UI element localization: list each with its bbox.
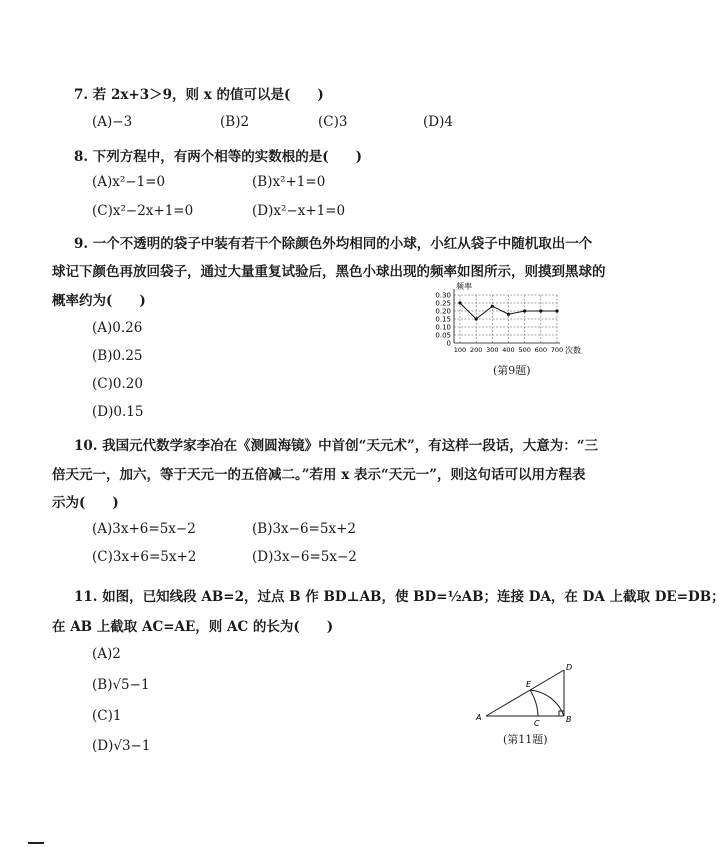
point-label-a: A [476,713,482,722]
frequency-line-chart [430,281,585,361]
q9-option-a: (A)0.26 [92,320,143,336]
point-label-c: C [534,719,540,728]
q10-option-c: (C)3x+6=5x+2 [92,549,197,565]
chart-y-tick-label: 0.10 [435,323,451,332]
q11-stem-line-2: 在 AB 上截取 AC=AE，则 AC 的长为( ) [52,619,334,635]
chart-data-point [491,305,494,308]
q10-option-a: (A)3x+6=5x−2 [92,521,196,537]
q10-option-d: (D)3x−6=5x−2 [252,549,357,565]
chart-y-tick-label: 0.20 [435,307,451,316]
q9-option-c: (C)0.20 [92,376,143,392]
chart-y-tick-label: 0.25 [435,299,451,308]
chart-y-ticks [435,292,451,348]
chart-x-ticks [454,346,563,354]
chart-y-tick-label: 0 [446,339,451,348]
chart-data-point [555,309,558,312]
q10-stem-line-3: 示为( ) [52,495,119,511]
q8-stem: 8. 下列方程中，有两个相等的实数根的是( ) [74,149,363,165]
arc-ae-ac [530,690,538,716]
q10-stem-line-2: 倍天元一，加六，等于天元一的五倍减二。”若用 x 表示“天元一”，则这句话可以用方程表 [52,467,586,483]
chart-data-point [539,309,542,312]
q9-stem-line-1: 9. 一个不透明的袋子中装有若干个除颜色外均相同的小球，小红从袋子中随机取出一个 [74,236,593,252]
q11-option-b: (B)√5−1 [92,677,150,693]
q8-option-c: (C)x²−2x+1=0 [92,203,194,219]
chart-x-tick-label: 300 [486,346,499,354]
q11-stem-line-1: 11. 如图，已知线段 AB=2，过点 B 作 BD⊥AB，使 BD=½AB；连接 DA，在 DA 上截取 DE=DB； [74,589,725,605]
chart-grid [454,295,557,343]
chart-y-tick-label: 0.15 [435,315,451,324]
chart-x-tick-label: 700 [550,346,564,354]
q7-stem: 7. 若 2x+3＞9，则 x 的值可以是( ) [74,87,324,103]
chart-data-point [507,313,510,316]
q10-option-b: (B)3x−6=5x+2 [252,521,356,537]
q7-option-c: (C)3 [318,114,348,130]
q11-geometry-figure [470,662,590,732]
q11-option-c: (C)1 [92,708,122,724]
page-edge-mark [28,842,44,844]
chart-x-axis-label: 次数 [565,346,581,355]
chart-y-axis-label: 频率 [456,282,472,291]
segment-ad [486,670,564,716]
q8-option-b: (B)x²+1=0 [252,174,326,190]
chart-x-tick-label: 100 [453,346,467,354]
chart-y-tick-label: 0.05 [435,331,451,340]
q9-stem-line-3: 概率约为( ) [52,293,146,309]
chart-data-point [523,309,526,312]
chart-data-point [458,301,461,304]
point-label-d: D [566,663,573,672]
q9-option-b: (B)0.25 [92,348,143,364]
point-label-b: B [566,715,572,724]
q8-option-d: (D)x²−x+1=0 [252,203,346,219]
chart-x-tick-label: 500 [518,346,531,354]
chart-data-point [475,317,478,320]
q9-stem-line-2: 球记下颜色再放回袋子，通过大量重复试验后，黑色小球出现的频率如图所示，则摸到黑球的 [52,264,606,280]
q7-option-b: (B)2 [220,114,250,130]
q10-stem-line-1: 10. 我国元代数学家李冶在《测圆海镜》中首创“天元术”，有这样一段话，大意为：“三 [74,438,598,454]
q11-option-a: (A)2 [92,646,121,662]
chart-x-tick-label: 600 [534,346,548,354]
q7-option-d: (D)4 [423,114,453,130]
point-label-e: E [526,680,532,689]
q9-option-d: (D)0.15 [92,404,144,420]
q8-option-a: (A)x²−1=0 [92,174,166,190]
q11-option-d: (D)√3−1 [92,738,151,754]
chart-y-tick-label: 0.30 [435,291,451,300]
chart-x-tick-label: 200 [469,346,483,354]
chart-x-tick-label: 400 [502,346,515,354]
q7-option-a: (A)−3 [92,114,133,130]
q9-figure-caption: (第9题) [493,364,531,377]
q11-figure-caption: (第11题) [503,733,548,746]
